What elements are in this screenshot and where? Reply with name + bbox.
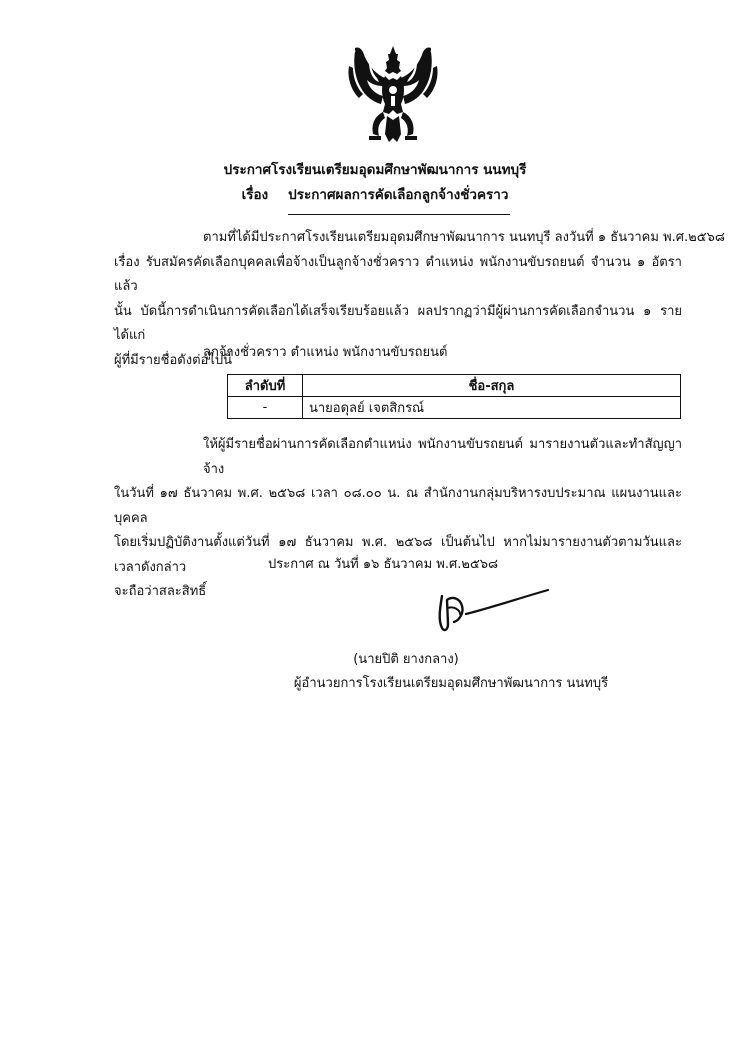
garuda-emblem-icon [345,44,441,146]
intro-line: ตามที่ได้มีประกาศโรงเรียนเตรียมอุดมศึกษาพัฒนาการ นนทบุรี ลงวันที่ ๑ ธันวาคม พ.ศ.๒๕๖๘ [203,230,725,245]
position-heading: ลูกจ้างชั่วคราว ตำแหน่ง พนักงานขับรถยนต์ [203,345,448,360]
subject-label: เรื่อง [241,187,269,203]
intro-line: เรื่อง รับสมัครคัดเลือกบุคคลเพื่อจ้างเป็นลูกจ้างชั่วคราว ตำแหน่ง พนักงานขับรถยนต์ จำนวน ๑ อัตรา แล้ว [114,254,682,294]
cell-order: - [228,397,303,419]
instruction-line: จะถือว่าสละสิทธิ์ [114,584,207,599]
title-divider [288,214,510,215]
signatory-position: ผู้อำนวยการโรงเรียนเตรียมอุดมศึกษาพัฒนาการ นนทบุรี [293,676,609,691]
announcement-title: ประกาศโรงเรียนเตรียมอุดมศึกษาพัฒนาการ นนทบุรี [223,162,527,178]
signatory-name: (นายปิติ ยางกลาง) [353,652,459,667]
header-order: ลำดับที่ [228,375,303,397]
table-header-row [228,375,681,397]
cell-name: นายอดุลย์ เจตสิกรณ์ [303,397,681,419]
instruction-line: โดยเริ่มปฏิบัติงานตั้งแต่วันที่ ๑๗ ธันวาคม พ.ศ. ๒๕๖๘ เป็นต้นไป หากไม่มารายงานตัวตามวันและเวลาดังกล่าว [114,535,682,575]
announcement-subject [0,183,750,205]
table-row [228,397,681,419]
instruction-paragraph [114,433,682,605]
instruction-line: ให้ผู้มีรายชื่อผ่านการคัดเลือกตำแหน่ง พนักงานขับรถยนต์ มารายงานตัวและทำสัญญาจ้าง [203,437,682,477]
announcement-date: ประกาศ ณ วันที่ ๑๖ ธันวาคม พ.ศ.๒๕๖๘ [268,557,499,572]
results-table [227,374,681,419]
signature-image [430,586,552,638]
intro-line: นั้น บัดนี้การดำเนินการคัดเลือกได้เสร็จเรียบร้อยแล้ว ผลปรากฏว่ามีผู้ผ่านการคัดเลือกจำนวน ๑ ราย ได้แก่ [114,303,682,343]
subject-text: ประกาศผลการคัดเลือกลูกจ้างชั่วคราว [288,187,509,203]
instruction-line: ในวันที่ ๑๗ ธันวาคม พ.ศ. ๒๕๖๘ เวลา ๐๘.๐๐ น. ณ สำนักงานกลุ่มบริหารงบประมาณ แผนงานและบุคคล [114,486,682,526]
header-name: ชื่อ-สกุล [303,375,681,397]
intro-line: ผู้ที่มีรายชื่อดังต่อไปนี้ [114,352,233,368]
